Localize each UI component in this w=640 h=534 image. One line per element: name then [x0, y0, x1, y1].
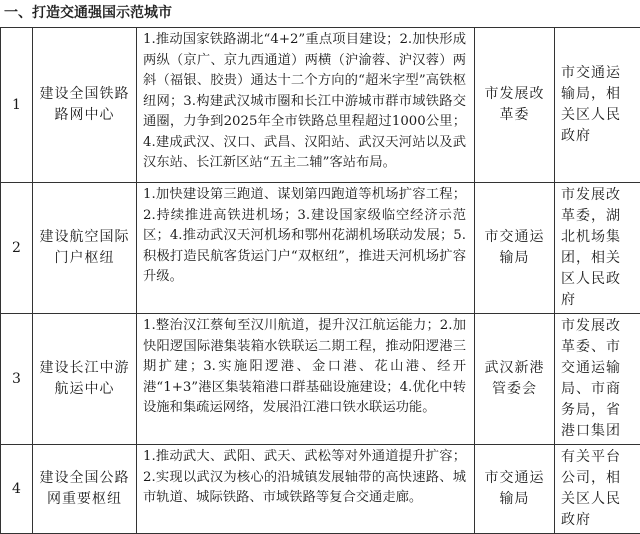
section-heading: 一、打造交通强国示范城市: [4, 2, 172, 24]
task-description: 1.推动国家铁路湖北“4+2”重点项目建设；2.加快形成两纵（京广、京九西通道）两横（沪渝蓉、沪汉蓉）两斜（福银、胶贵）通达十二个方向的“超米字型”高铁枢纽网；3.构建武汉城市圈和长江中游城市群市域铁路交通圈，力争到2025年全市铁路总里程超过1000公里；4.建成武汉、汉口、武昌、汉阳站、武汉天河站以及武汉东站、长江新区站“五主二辅”客站布局。: [137, 28, 475, 183]
task-table: [0, 27, 640, 534]
lead-department: 市交通运输局: [475, 183, 555, 314]
lead-department: 市发展改革委: [475, 28, 555, 183]
row-number: 3: [1, 314, 33, 445]
cooperating-departments: 市交通运输局，相关区人民政府: [555, 28, 640, 183]
table-row: [1, 314, 640, 445]
row-number: 2: [1, 183, 33, 314]
task-description: 1.加快建设第三跑道、谋划第四跑道等机场扩容工程；2.持续推进高铁进机场；3.建设国家级临空经济示范区；4.推动武汉天河机场和鄂州花湖机场联动发展；5.积极打造民航客货运门户“双枢纽”，推进天河机场扩容升级。: [137, 183, 475, 314]
row-number: 4: [1, 445, 33, 534]
table-row: [1, 445, 640, 534]
cooperating-departments: 有关平台公司，相关区人民政府: [555, 445, 640, 534]
project-name: 建设全国公路网重要枢纽: [33, 445, 137, 534]
lead-department: 武汉新港管委会: [475, 314, 555, 445]
lead-department: 市交通运输局: [475, 445, 555, 534]
task-description: 1.整治汉江蔡甸至汉川航道，提升汉江航运能力；2.加快阳逻国际港集装箱水铁联运二期工程，推动阳逻港三期扩建；3.实施阳逻港、金口港、花山港、经开港“1+3”港区集装箱港口群基础设施建设；4.优化中转设施和集疏运网络，发展沿江港口铁水联运功能。: [137, 314, 475, 445]
cooperating-departments: 市发展改革委，湖北机场集团，相关区人民政府: [555, 183, 640, 314]
task-description: 1.推动武大、武阳、武天、武松等对外通道提升扩容；2.实现以武汉为核心的沿城镇发展轴带的高快速路、城市轨道、城际铁路、市域铁路等复合交通走廊。: [137, 445, 475, 534]
project-name: 建设长江中游航运中心: [33, 314, 137, 445]
row-number: 1: [1, 28, 33, 183]
project-name: 建设全国铁路路网中心: [33, 28, 137, 183]
table-row: [1, 183, 640, 314]
cooperating-departments: 市发展改革委、市交通运输局、市商务局，省港口集团: [555, 314, 640, 445]
project-name: 建设航空国际门户枢纽: [33, 183, 137, 314]
table-row: [1, 28, 640, 183]
